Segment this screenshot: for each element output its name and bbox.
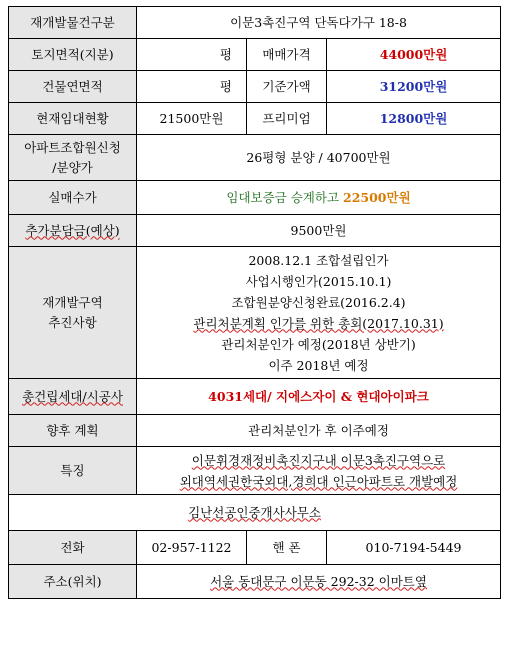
address-value — [137, 565, 501, 599]
households-value: 4031세대/ 지에스자이 & 현대아이파크 — [137, 379, 501, 415]
additional-value: 9500만원 — [137, 215, 501, 247]
lease-label: 현재임대현황 — [9, 103, 137, 135]
actual-price-value — [137, 181, 501, 215]
progress-label-line1: 재개발구역 — [42, 294, 103, 310]
property-listing — [8, 6, 501, 599]
premium-label: 프리미엄 — [247, 103, 327, 135]
row-building — [9, 71, 501, 103]
land-area-label: 토지면적(지분) — [9, 39, 137, 71]
progress-item: 사업시행인가(2015.10.1) — [245, 273, 392, 289]
features-line2: 외대역세권한국외대,경희대 인근아파트로 개발예정 — [179, 473, 458, 489]
progress-item: 2008.12.1 조합설립인가 — [248, 252, 389, 268]
category-label: 재개발물건구분 — [9, 7, 137, 39]
base-value-label: 기준가액 — [247, 71, 327, 103]
land-area-unit: 평 — [137, 39, 247, 71]
row-features — [9, 447, 501, 495]
progress-list — [137, 247, 501, 379]
apartment-label-line2: /분양가 — [52, 159, 93, 175]
mobile-value: 010-7194-5449 — [327, 531, 501, 565]
progress-item: 이주 2018년 예정 — [268, 357, 369, 373]
row-address — [9, 565, 501, 599]
row-apartment — [9, 135, 501, 181]
premium-value: 12800만원 — [327, 103, 501, 135]
features-label: 특징 — [9, 447, 137, 495]
progress-label-line2: 추진사항 — [48, 314, 97, 330]
actual-price-label: 실매수가 — [9, 181, 137, 215]
agency-name — [9, 495, 501, 531]
row-progress — [9, 247, 501, 379]
households-label — [9, 379, 137, 415]
building-area-label: 건물연면적 — [9, 71, 137, 103]
row-agency — [9, 495, 501, 531]
address-value-text: 서울 동대문구 이문동 292-32 이마트옆 — [210, 573, 427, 589]
phone-value: 02-957-1122 — [137, 531, 247, 565]
row-actual-price — [9, 181, 501, 215]
actual-price-amount: 22500만원 — [343, 189, 411, 205]
additional-label-text: 추가분담금(예상) — [25, 222, 120, 238]
sale-price-value: 44000만원 — [327, 39, 501, 71]
progress-item: 관리처분인가 예정(2018년 상반기) — [221, 336, 416, 352]
phone-label: 전화 — [9, 531, 137, 565]
features-line1: 이문휘경재정비촉진지구내 이문3촉진구역으로 — [191, 452, 446, 468]
listing-table — [8, 6, 501, 599]
row-additional — [9, 215, 501, 247]
building-area-unit: 평 — [137, 71, 247, 103]
additional-label — [9, 215, 137, 247]
category-value: 이문3촉진구역 단독다가구 18-8 — [137, 7, 501, 39]
apartment-value: 26평형 분양 / 40700만원 — [137, 135, 501, 181]
apartment-label-line1: 아파트조합원신청 — [24, 139, 121, 155]
row-category — [9, 7, 501, 39]
row-future — [9, 415, 501, 447]
future-label: 향후 계획 — [9, 415, 137, 447]
row-contact — [9, 531, 501, 565]
row-lease — [9, 103, 501, 135]
features-value — [137, 447, 501, 495]
actual-price-prefix: 임대보증금 승계하고 — [226, 189, 343, 205]
mobile-label: 핸 폰 — [247, 531, 327, 565]
progress-item: 관리처분계획 인가를 위한 총회(2017.10.31) — [193, 315, 444, 331]
progress-item: 조합원분양신청완료(2016.2.4) — [231, 294, 406, 310]
agency-name-text: 김난선공인중개사사무소 — [188, 504, 321, 520]
base-value-amount: 31200만원 — [327, 71, 501, 103]
row-households — [9, 379, 501, 415]
lease-value: 21500만원 — [137, 103, 247, 135]
row-land — [9, 39, 501, 71]
apartment-label — [9, 135, 137, 181]
address-label: 주소(위치) — [9, 565, 137, 599]
households-label-text: 총건립세대/시공사 — [22, 388, 123, 404]
future-value: 관리처분인가 후 이주예정 — [137, 415, 501, 447]
progress-label — [9, 247, 137, 379]
sale-price-label: 매매가격 — [247, 39, 327, 71]
